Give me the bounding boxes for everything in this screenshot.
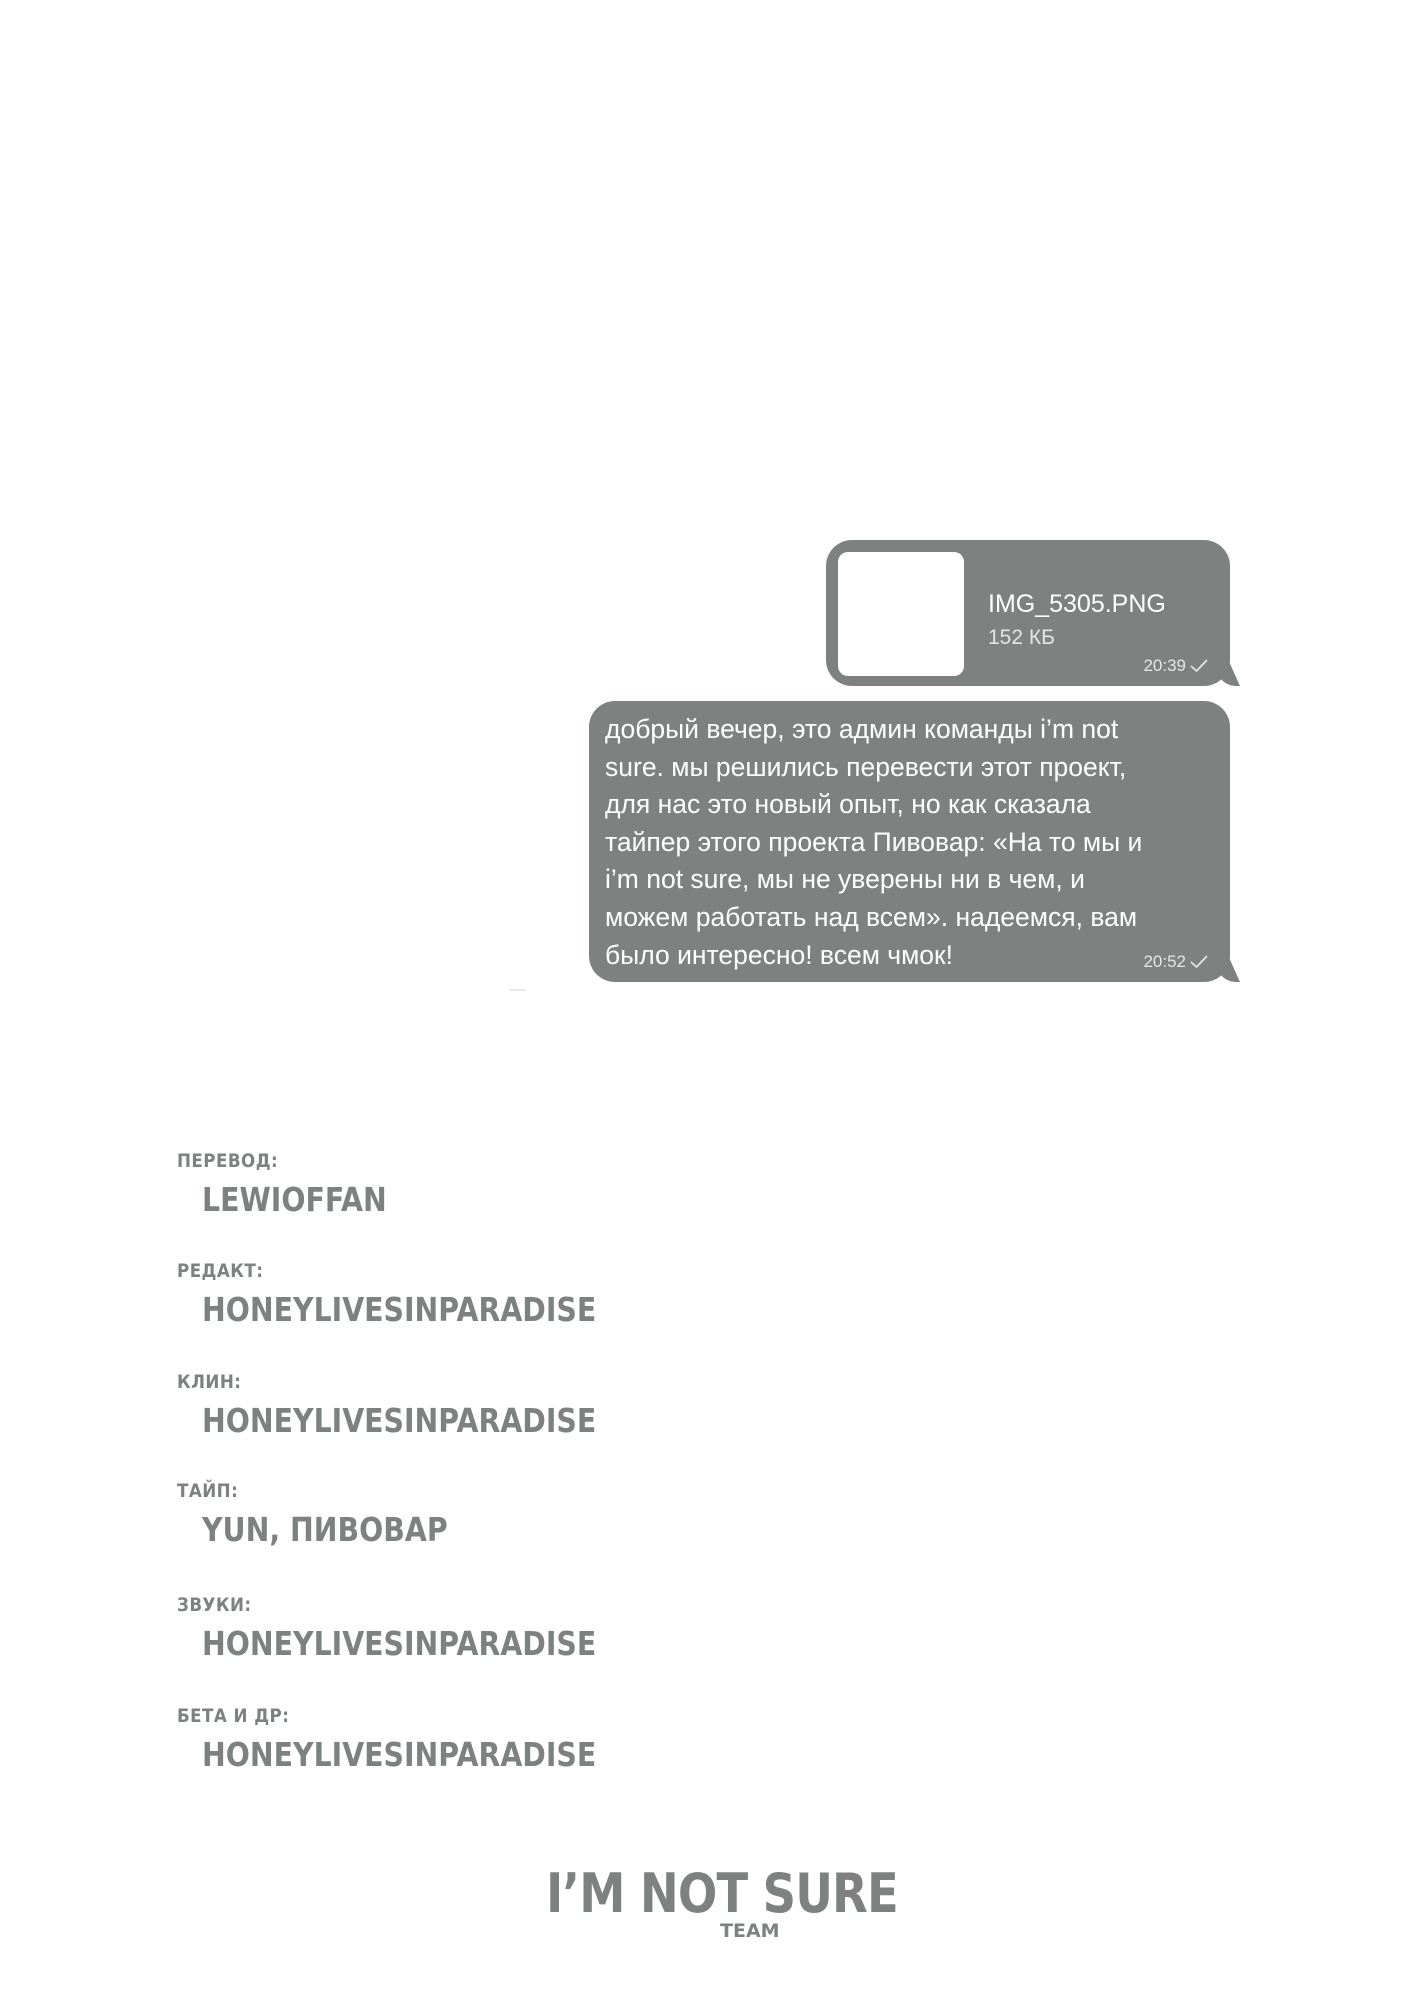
credit-name: HONEYLIVESINPARADISE (202, 1401, 597, 1440)
credit-name: YUN, ПИВОВАР (202, 1510, 448, 1549)
credit-name: HONEYLIVESINPARADISE (202, 1624, 597, 1663)
credit-role: БЕТА И ДР: (177, 1705, 290, 1727)
sent-check-icon (1190, 659, 1208, 673)
message-text (605, 711, 1205, 974)
file-message-bubble[interactable] (826, 540, 1230, 686)
message-line: i’m not sure, мы не уверены ни в чем, и (605, 864, 1085, 895)
credit-translation (177, 1150, 417, 1219)
credit-role: ПЕРЕВОД: (177, 1150, 279, 1172)
message-line: для нас это новый опыт, но как сказала (605, 789, 1091, 820)
credit-role: КЛИН: (177, 1371, 242, 1393)
credit-editing (177, 1260, 660, 1329)
message-meta (1143, 656, 1208, 676)
team-logo-title: I’M NOT SURE (546, 1862, 898, 1925)
file-thumbnail[interactable] (838, 552, 964, 676)
team-logo (546, 1862, 898, 1942)
message-time: 20:39 (1143, 656, 1186, 675)
file-size: 152 КБ (988, 626, 1055, 649)
credit-beta (177, 1705, 660, 1774)
credit-role: ЗВУКИ: (177, 1594, 252, 1616)
message-meta (1143, 952, 1208, 972)
message-line: было интересно! всем чмок! (605, 939, 953, 970)
credit-role: РЕДАКТ: (177, 1260, 264, 1282)
message-line: тайпер этого проекта Пивовар: «На то мы и (605, 826, 1143, 857)
credit-role: ТАЙП: (177, 1480, 239, 1502)
bubble-tail (1216, 958, 1240, 982)
credit-name: HONEYLIVESINPARADISE (202, 1290, 597, 1329)
file-name: IMG_5305.PNG (988, 590, 1166, 618)
credit-name: LEWIOFFAN (202, 1180, 387, 1219)
team-logo-subtitle: TEAM (720, 1920, 780, 1942)
message-time: 20:52 (1143, 952, 1186, 971)
message-line: добрый вечер, это админ команды i’m not (605, 714, 1119, 744)
text-message-bubble[interactable] (589, 701, 1230, 982)
credit-name: HONEYLIVESINPARADISE (202, 1735, 597, 1774)
credit-typesetting (177, 1480, 488, 1549)
message-line: sure. мы решились перевести этот проект, (605, 751, 1127, 782)
divider (510, 989, 526, 991)
credit-sounds (177, 1594, 660, 1663)
message-line: можем работать над всем». надеемся, вам (605, 901, 1138, 932)
bubble-tail (1216, 662, 1240, 686)
credit-cleaning (177, 1371, 660, 1440)
sent-check-icon (1190, 955, 1208, 969)
